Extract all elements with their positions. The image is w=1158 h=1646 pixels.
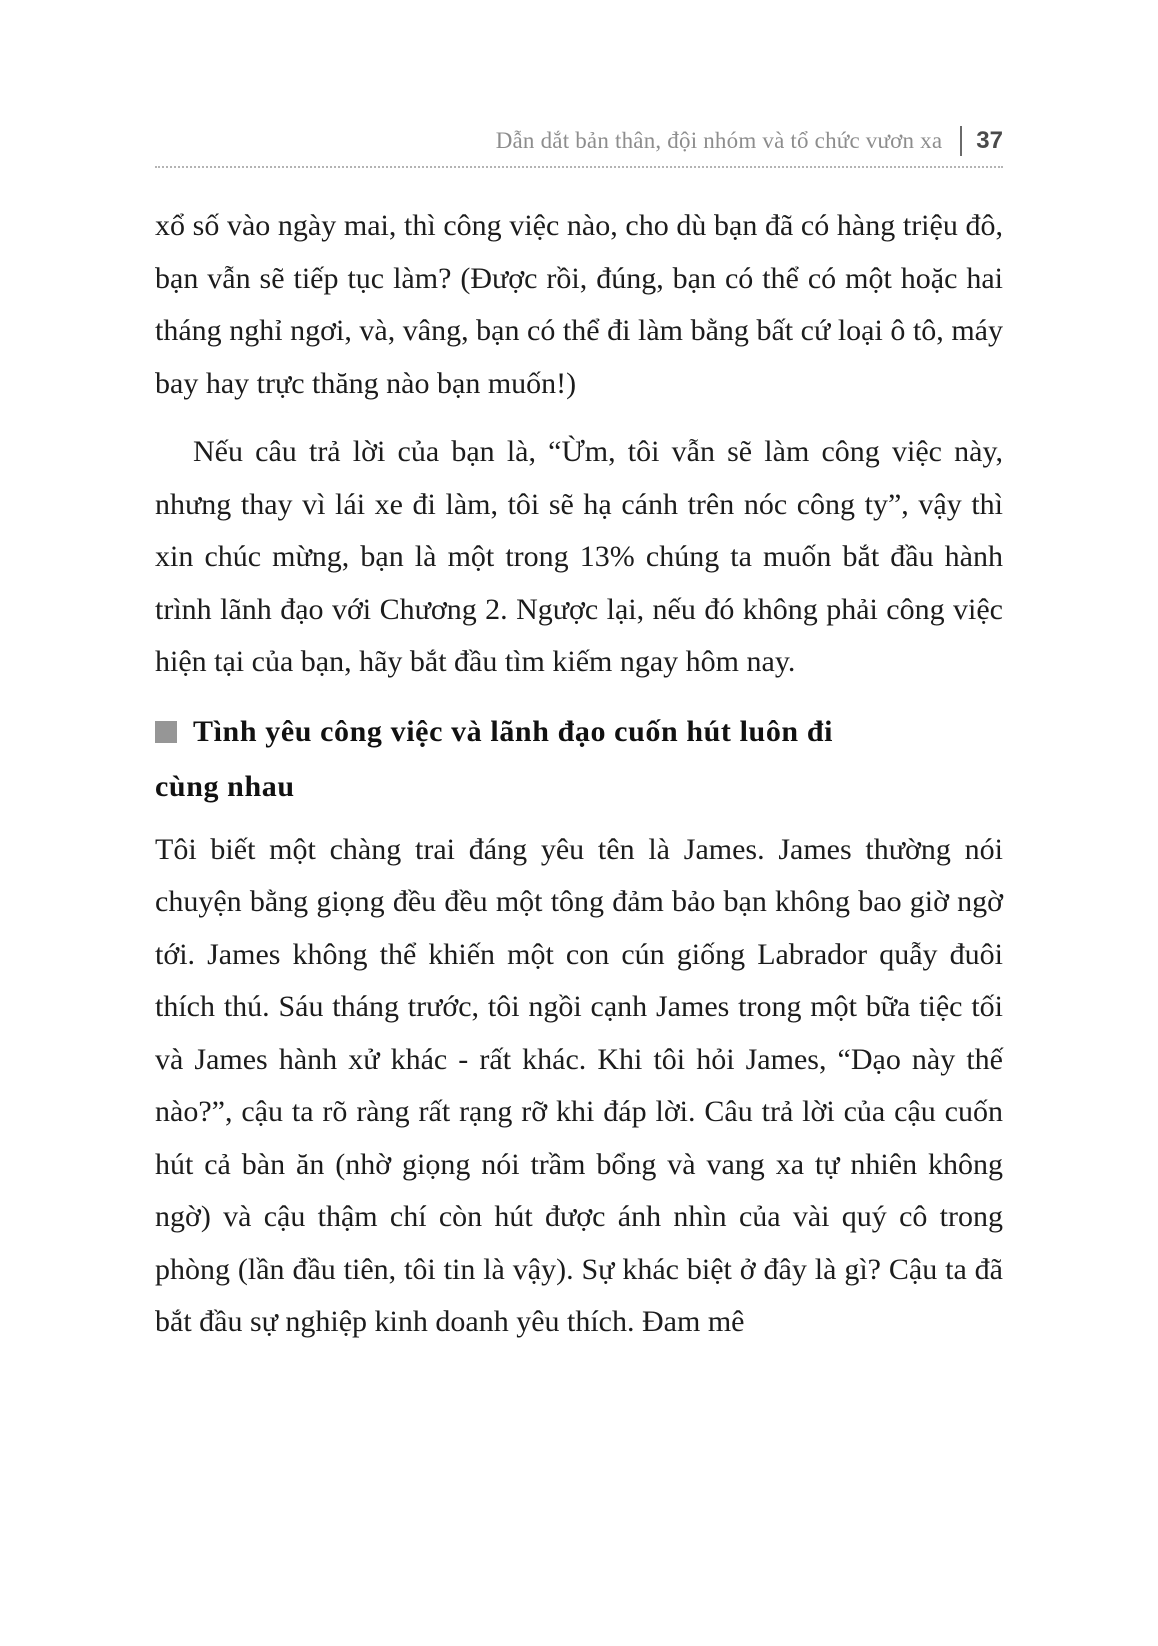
running-title: Dẫn dắt bản thân, đội nhóm và tổ chức vươn xa: [495, 128, 943, 153]
body-text: [155, 200, 1003, 1349]
section-heading-line-1: Tình yêu công việc và lãnh đạo cuốn hút luôn đi: [193, 714, 834, 748]
page-number: 37: [976, 127, 1003, 154]
running-header: [155, 122, 1003, 160]
section-heading: [155, 704, 1003, 814]
heading-square-marker-icon: [155, 721, 177, 743]
header-dotted-rule: [155, 166, 1003, 168]
section-heading-line-2: cùng nhau: [155, 769, 295, 803]
paragraph: Nếu câu trả lời của bạn là, “Ừm, tôi vẫn sẽ làm công việc này, nhưng thay vì lái xe đi làm, tôi sẽ hạ cánh trên nóc công ty”, vậy thì xin chúc mừng, bạn là một trong 13% chúng ta muốn bắt đầu hành trình lãnh đạo với Chương 2. Ngược lại, nếu đó không phải công việc hiện tại của bạn, hãy bắt đầu tìm kiếm ngay hôm nay.: [155, 435, 1003, 678]
section-heading-block: [155, 704, 1003, 814]
paragraph-continued: xổ số vào ngày mai, thì công việc nào, cho dù bạn đã có hàng triệu đô, bạn vẫn sẽ tiếp tục làm? (Được rồi, đúng, bạn có thể có một hoặc hai tháng nghỉ ngơi, và, vâng, bạn có thể đi làm bằng bất cứ loại ô tô, máy bay hay trực thăng nào bạn muốn!): [155, 209, 1003, 400]
section-paragraph: Tôi biết một chàng trai đáng yêu tên là James. James thường nói chuyện bằng giọng đều đều một tông đảm bảo bạn không bao giờ ngờ tới. James không thể khiến một con cún giống Labrador quẫy đuôi thích thú. Sáu tháng trước, tôi ngồi cạnh James trong một bữa tiệc tối và James hành xử khác - rất khác. Khi tôi hỏi James, “Dạo này thế nào?”, cậu ta rõ ràng rất rạng rỡ khi đáp lời. Câu trả lời của cậu cuốn hút cả bàn ăn (nhờ giọng nói trầm bổng và vang xa tự nhiên không ngờ) và cậu thậm chí còn hút được ánh nhìn của vài quý cô trong phòng (lần đầu tiên, tôi tin là vậy). Sự khác biệt ở đây là gì? Cậu ta đã bắt đầu sự nghiệp kinh doanh yêu thích. Đam mê: [155, 832, 1003, 1338]
header-separator: [960, 126, 962, 156]
